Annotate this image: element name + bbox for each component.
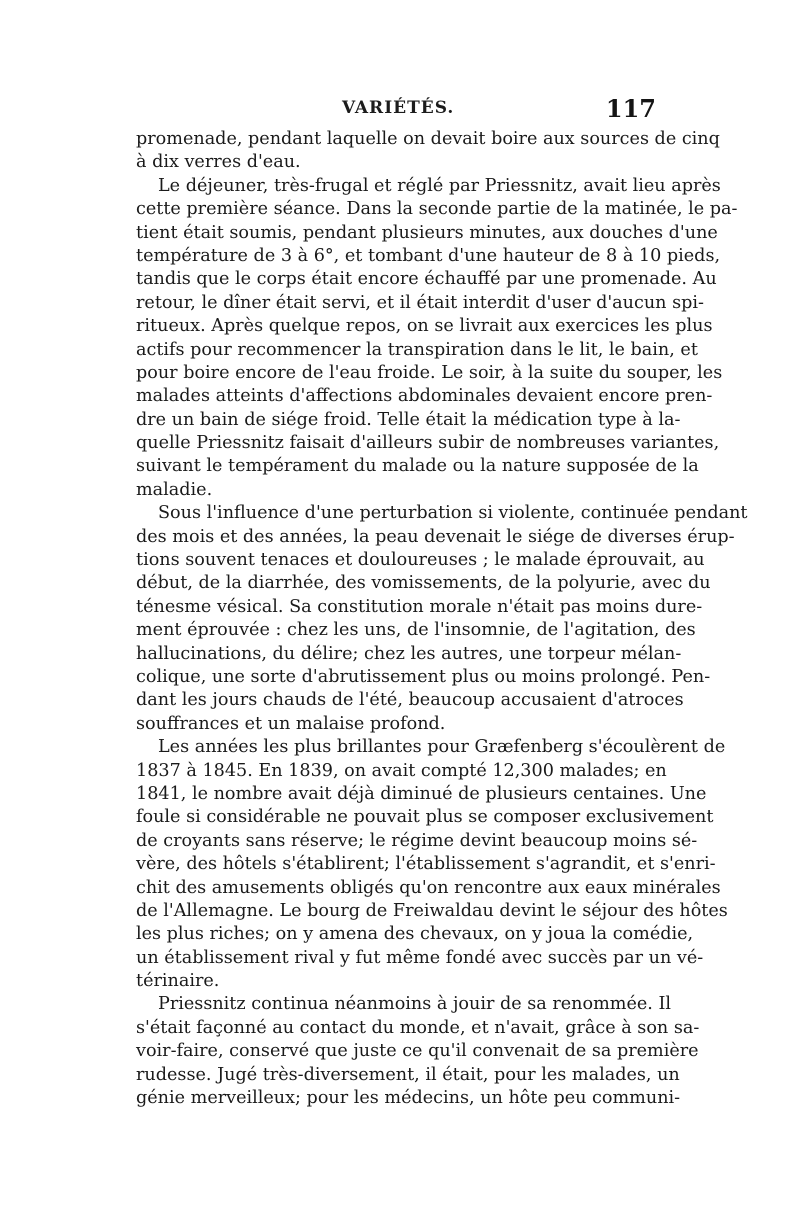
text-line: hallucinations, du délire; chez les autres, une torpeur mélan- xyxy=(136,643,682,664)
text-line: des mois et des années, la peau devenait le siége de diverses érup- xyxy=(136,526,735,547)
running-title: VARIÉTÉS. xyxy=(342,98,455,118)
text-line: température de 3 à 6°, et tombant d'une hauteur de 8 à 10 pieds, xyxy=(136,245,721,266)
text-line: dant les jours chauds de l'été, beaucoup accusaient d'atroces xyxy=(136,690,684,711)
text-line: 1841, le nombre avait déjà diminué de plusieurs centaines. Une xyxy=(136,783,707,804)
text-line: malades atteints d'affections abdominales devaient encore pren- xyxy=(136,386,713,407)
text-line: tandis que le corps était encore échauffé par une promenade. Au xyxy=(136,269,717,290)
text-line: promenade, pendant laquelle on devait boire aux sources de cinq xyxy=(136,129,720,149)
text-line: tient était soumis, pendant plusieurs minutes, aux douches d'une xyxy=(136,222,718,243)
text-line: génie merveilleux; pour les médecins, un hôte peu communi- xyxy=(136,1088,681,1109)
text-line: foule si considérable ne pouvait plus se composer exclusivement xyxy=(136,807,714,828)
text-line: pour boire encore de l'eau froide. Le soir, à la suite du souper, les xyxy=(136,362,723,383)
text-line: de l'Allemagne. Le bourg de Freiwaldau devint le séjour des hôtes xyxy=(136,900,728,921)
text-line: Le déjeuner, très-frugal et réglé par Priessnitz, avait lieu après xyxy=(158,175,721,196)
text-line: cette première séance. Dans la seconde partie de la matinée, le pa- xyxy=(136,199,738,220)
text-line: retour, le dîner était servi, et il était interdit d'user d'aucun spi- xyxy=(136,292,704,313)
text-line: s'était façonné au contact du monde, et n'avait, grâce à son sa- xyxy=(136,1017,700,1038)
text-line: de croyants sans réserve; le régime devint beaucoup moins sé- xyxy=(136,830,698,851)
text-line: rudesse. Jugé très-diversement, il était, pour les malades, un xyxy=(136,1064,680,1085)
page-number: 117 xyxy=(605,94,656,123)
text-line: les plus riches; on y amena des chevaux, on y joua la comédie, xyxy=(136,924,694,945)
text-line: souffrances et un malaise profond. xyxy=(136,713,446,734)
text-line: 1837 à 1845. En 1839, on avait compté 12,300 malades; en xyxy=(136,760,667,781)
text-line: début, de la diarrhée, des vomissements, de la polyurie, avec du xyxy=(136,573,711,594)
text-line: ritueux. Après quelque repos, on se livrait aux exercices les plus xyxy=(136,316,713,337)
body-text xyxy=(136,128,748,1110)
text-line: maladie. xyxy=(136,479,213,500)
text-line: tions souvent tenaces et douloureuses ; le malade éprouvait, au xyxy=(136,550,705,571)
text-line: suivant le tempérament du malade ou la nature supposée de la xyxy=(136,456,699,477)
page-header xyxy=(136,94,656,124)
text-line: à dix verres d'eau. xyxy=(136,152,301,173)
text-line: colique, une sorte d'abrutissement plus ou moins prolongé. Pen- xyxy=(136,666,711,687)
text-line: Sous l'influence d'une perturbation si violente, continuée pendant xyxy=(158,503,748,524)
text-line: dre un bain de siége froid. Telle était la médication type à la- xyxy=(136,409,681,430)
text-line: chit des amusements obligés qu'on rencontre aux eaux minérales xyxy=(136,877,721,898)
text-line: térinaire. xyxy=(136,971,220,992)
text-line: Les années les plus brillantes pour Græfenberg s'écoulèrent de xyxy=(158,737,726,758)
text-line: un établissement rival y fut même fondé avec succès par un vé- xyxy=(136,947,704,968)
text-line: ment éprouvée : chez les uns, de l'insomnie, de l'agitation, des xyxy=(136,620,696,641)
text-line: vère, des hôtels s'établirent; l'établissement s'agrandit, et s'enri- xyxy=(136,854,716,875)
text-line: actifs pour recommencer la transpiration dans le lit, le bain, et xyxy=(136,339,698,360)
text-line: voir-faire, conservé que juste ce qu'il convenait de sa première xyxy=(136,1041,699,1062)
text-line: Priessnitz continua néanmoins à jouir de sa renommée. Il xyxy=(158,994,672,1015)
text-line: quelle Priessnitz faisait d'ailleurs subir de nombreuses variantes, xyxy=(136,433,720,454)
text-line: ténesme vésical. Sa constitution morale n'était pas moins dure- xyxy=(136,596,703,617)
